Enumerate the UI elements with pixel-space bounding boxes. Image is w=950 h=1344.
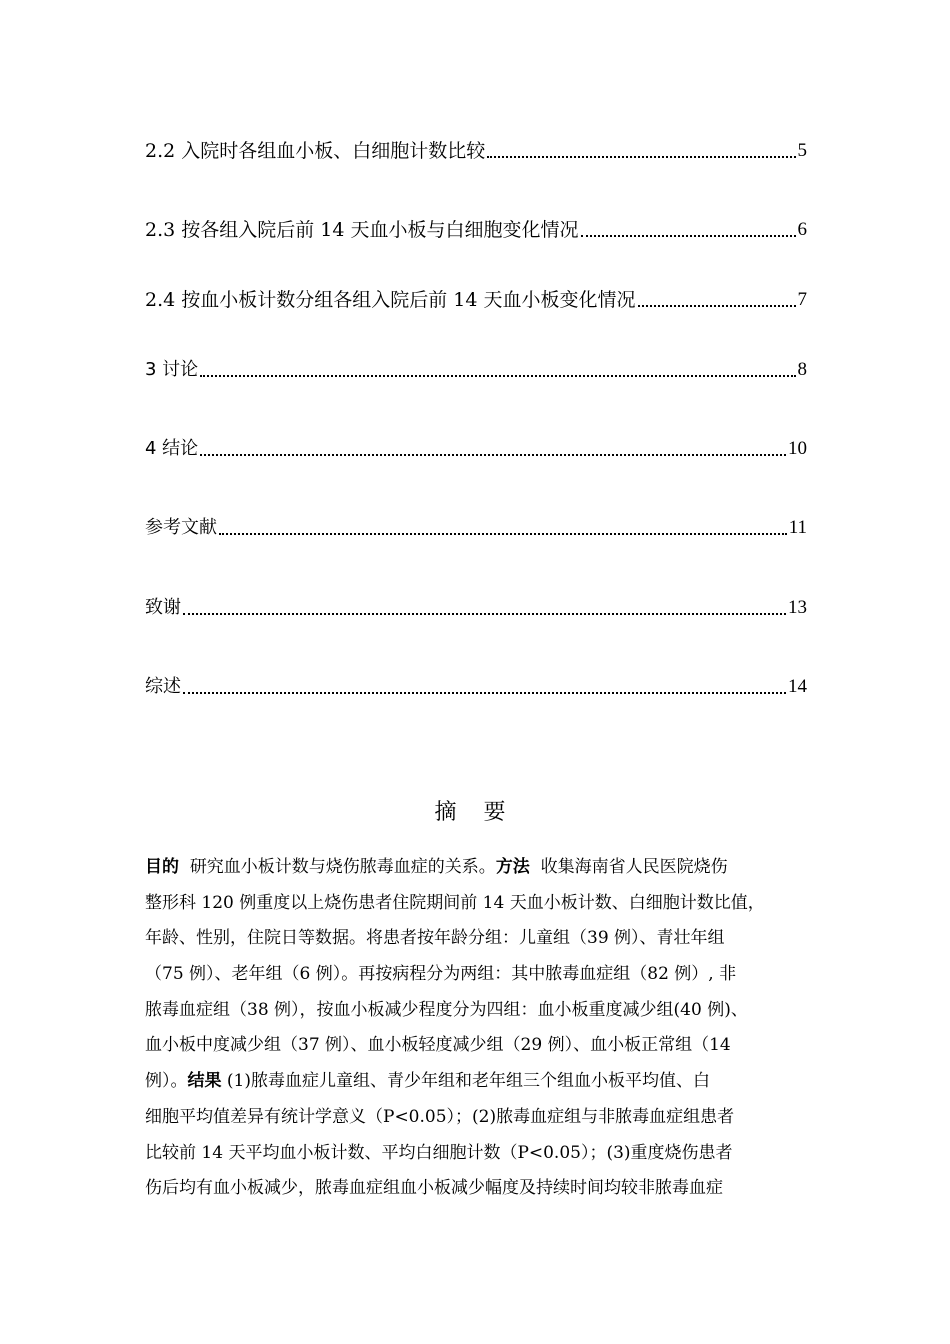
toc-entry-title: 综述 — [145, 676, 181, 697]
toc-entry-page: 11 — [788, 517, 807, 538]
abstract-line: 血小板中度减少组（37 例）、血小板轻度减少组（29 例）、血小板正常组（14 — [145, 1035, 731, 1056]
toc-entry-title: 2.3 按各组入院后前 14 天血小板与白细胞变化情况 — [145, 219, 579, 241]
toc-leader-dots — [183, 692, 786, 694]
abstract-line — [145, 1064, 813, 1100]
abstract-line: 细胞平均值差异有统计学意义（P<0.05）；(2)脓毒血症组与非脓毒血症组患者 — [145, 1106, 735, 1127]
abstract-heading: 摘 要 — [434, 800, 516, 825]
toc-entry-page: 6 — [797, 219, 807, 240]
toc-leader-dots — [219, 533, 787, 535]
toc-entry-page: 8 — [797, 359, 807, 380]
toc-entry-page: 7 — [797, 289, 807, 310]
text-line7-post: (1)脓毒血症儿童组、青少年组和老年组三个组血小板平均值、白 — [221, 1071, 710, 1092]
toc-entry[interactable] — [145, 510, 807, 540]
text-method: 收集海南省人民医院烧伤 — [540, 857, 728, 877]
toc-entry-title: 参考文献 — [145, 517, 217, 538]
toc-leader-dots — [581, 235, 796, 237]
toc-entry[interactable] — [145, 212, 807, 242]
toc-entry[interactable] — [145, 282, 807, 312]
toc-entry-page: 14 — [788, 676, 807, 697]
label-method: 方法 — [495, 857, 530, 877]
text-purpose: 研究血小板计数与烧伤脓毒血症的关系。 — [189, 857, 496, 877]
toc-entry-title: 2.2 入院时各组血小板、白细胞计数比较 — [145, 140, 486, 162]
toc-entry[interactable] — [145, 590, 807, 620]
toc-entry-page: 10 — [788, 438, 807, 459]
label-result: 结果 — [187, 1071, 222, 1092]
abstract-line: 比较前 14 天平均血小板计数、平均白细胞计数（P<0.05）；(3)重度烧伤患者 — [145, 1142, 733, 1163]
toc-entry[interactable] — [145, 352, 807, 382]
abstract-line: 整形科 120 例重度以上烧伤患者住院期间前 14 天血小板计数、白细胞计数比值， — [145, 892, 765, 913]
text-line7-pre: 例）。 — [145, 1071, 188, 1092]
abstract-line: 脓毒血症组（38 例），按血小板减少程度分为四组：血小板重度减少组(40 例)、 — [145, 999, 748, 1020]
toc-entry[interactable] — [145, 431, 807, 461]
toc-entry-title: 2.4 按血小板计数分组各组入院后前 14 天血小板变化情况 — [145, 289, 636, 311]
toc-entry-title: 致谢 — [145, 597, 181, 618]
abstract-line — [145, 850, 813, 886]
abstract-line: 年龄、性别，住院日等数据。将患者按年龄分组：儿童组（39 例）、青壮年组 — [145, 928, 725, 949]
toc-leader-dots — [183, 613, 786, 615]
toc-leader-dots — [200, 375, 795, 377]
abstract-line: 伤后均有血小板减少，脓毒血症组血小板减少幅度及持续时间均较非脓毒血症 — [145, 1178, 723, 1199]
label-purpose: 目的 — [145, 857, 179, 877]
toc-entry[interactable] — [145, 133, 807, 163]
toc-entry-title: 3 讨论 — [145, 359, 199, 380]
toc-leader-dots — [638, 305, 796, 307]
toc-leader-dots — [487, 156, 795, 158]
abstract-body — [145, 850, 813, 1207]
toc-leader-dots — [200, 454, 786, 456]
toc-entry-title: 4 结论 — [145, 438, 199, 459]
toc-entry[interactable] — [145, 669, 807, 699]
toc-entry-page: 13 — [788, 597, 807, 618]
toc-entry-page: 5 — [797, 140, 807, 161]
abstract-line: （75 例）、老年组（6 例）。再按病程分为两组：其中脓毒血症组（82 例）, 非 — [145, 964, 737, 985]
